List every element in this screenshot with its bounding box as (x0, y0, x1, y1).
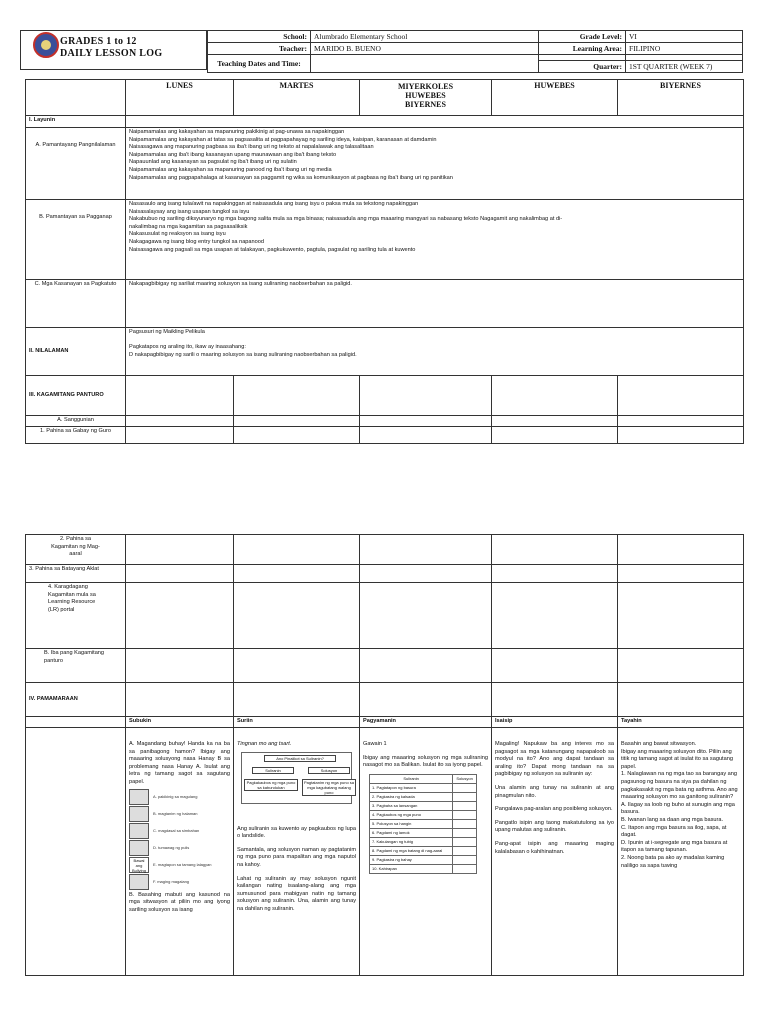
col-isaisip: Isaisip (492, 717, 618, 728)
pagyamanin-content (360, 728, 492, 976)
header-info-table (207, 30, 743, 73)
pic-row (129, 823, 230, 839)
section-karagdagang: 4. Karagdagang Kagamitan mula sa Learning Resource (LR) portal (26, 583, 126, 649)
suriin-p2: Ang suliranin sa kuwento ay pagkaubos ng lupa o landslide. (237, 825, 356, 840)
blank (234, 535, 360, 565)
row-problem: 5. Polusyon sa hangin (370, 819, 453, 828)
blank (492, 565, 618, 583)
picture-icon (129, 789, 149, 805)
text-line: nakalimbag na mga kagamitan sa pagsasaliksik (129, 223, 248, 230)
table-row (370, 801, 477, 810)
blank (126, 535, 234, 565)
day-huwebes: HUWEBES (492, 80, 618, 116)
blank (126, 426, 234, 443)
nilalaman-content (126, 328, 744, 376)
day-martes: MARTES (234, 80, 360, 116)
pic-caption: E. magtapon sa tamang lalagyan (153, 862, 212, 868)
blank (618, 649, 744, 683)
suriin-p4: Lahat ng suliranin ay may solusyon ngunit kailangan nating isaalang-alang ang mga sumusunod para mabigyan natin ng tamang solusyon ang suliranin. Una, alamin ang tunay na dahilan ng suliranin. (237, 875, 356, 912)
blank (618, 535, 744, 565)
blank (360, 426, 492, 443)
isaisip-p1: Magaling! Napukaw ba ang interes mo sa pagsagot sa mga katanungang napapaloob sa modyul na ito? Ano ang dapat tandaan sa araling ito? Dapat mong tandaan na sa pagbibigay ng solusyon sa suliranin ay: (495, 741, 614, 778)
table-row (370, 855, 477, 864)
row-problem: 6. Pagdami ng lamok (370, 828, 453, 837)
blank (492, 376, 618, 416)
text-line: Naisasalaysay ang isang usapan tungkol sa isyu (129, 208, 250, 215)
blank (126, 376, 234, 416)
picture-icon (129, 840, 149, 856)
tayahin-line: C. Itapon ang mga basura sa ilog, sapa, at dagat. (621, 824, 727, 839)
lesson-grid-bottom (25, 534, 744, 976)
pic-caption: C. magdasal sa simbahan (153, 828, 200, 834)
table-row (370, 783, 477, 792)
subukin-part-b: B. Basahing mabuti ang kasunod na mga sitwasyon at piliin mo ang iyong sariling solusyon sa isang (129, 891, 230, 913)
blank (26, 728, 126, 976)
isaisip-p5: Pang-apat isipin ang maaaring maging kalalabasan o kahihinatnan. (495, 840, 614, 855)
section-nilalaman: II. NILALAMAN (26, 328, 126, 376)
blank (26, 717, 126, 728)
blank (234, 649, 360, 683)
title-box (20, 30, 207, 70)
picture-icon (129, 823, 149, 839)
kasanayan-content: Nakapagbibigay ng sariliat maaring solusyon sa isang suliraning naobserbahan sa paligid. (126, 280, 744, 328)
row-solution (453, 792, 477, 801)
section-pamamaraan: IV. PAMAMARAAN (26, 683, 126, 717)
text-line: Nakagagawa ng isang blog entry tungkol sa napanood (129, 238, 264, 245)
blank (360, 583, 492, 649)
row-problem: 4. Pagkaubos ng mga puno (370, 810, 453, 819)
blank (360, 376, 492, 416)
teacher-value: MARIDO B. BUENO (311, 43, 539, 55)
row-solution (453, 864, 477, 873)
blank (618, 426, 744, 443)
text-line: Napauunlad ang kasanayan sa pagsulat ng iba't ibang uri ng sulatin (129, 159, 297, 166)
tayahin-line: 1. Nalaglawan na ng mga tao sa barangay ang pagsunog ng basura na siya pa dahilan ng pagkakasakit ng mga bata ng asthma. Ano ang maaaring solusyon mo sa ganitong suliranin? (621, 771, 738, 801)
chart-top: Ano Pinaiikot sa Suliranin? (264, 755, 336, 762)
isaisip-p4: Pangatlo isipin ang taong makatutulong sa iyo upang malutas ang suliranin. (495, 819, 614, 834)
blank (234, 565, 360, 583)
text-line: Naipamamalas ang pagpapahalaga at kasanayan sa paggamit ng wika sa komunikasyon at pagbasa ng iba't ibang uri ng panitikan (129, 174, 453, 181)
text-line: Pagkatapos ng araling ito, ikaw ay inaasahang: (129, 344, 246, 351)
suriin-content (234, 728, 360, 976)
table-row (370, 810, 477, 819)
tayahin-line: 2. Noong bata pa ako ay madalas kaming naliligo sa sapa tuwing (621, 854, 725, 869)
row-problem: 8. Pagdami ng mga batang di nag-aaral (370, 846, 453, 855)
tayahin-line: Ibigay ang maaaring solusyon dito. Piliin ang titik ng tamang sagot at isulat ito sa sagutang papel. (621, 748, 733, 770)
teacher-label: Teacher: (208, 43, 311, 55)
blank (618, 376, 744, 416)
row-problem: 2. Pagkasira ng kalsada (370, 792, 453, 801)
row-solution (453, 855, 477, 864)
subukin-pictures (129, 789, 230, 890)
pangnilalaman-content (126, 128, 744, 200)
text-line: Naisasagawa ang mapanuring pagbasa sa iba't ibang uri ng teksto at napalalawak ang talasalitaan (129, 144, 374, 151)
section-layunin: I. Layunin (26, 116, 126, 128)
blank (360, 683, 492, 717)
pic-caption: B. magtanim ng halaman (153, 811, 198, 817)
grade-label: Grade Level: (539, 31, 626, 43)
blank (492, 649, 618, 683)
dates-label: Teaching Dates and Time: (208, 55, 311, 73)
section-iba-pang: B. Iba pang Kagamitang panturo (26, 649, 126, 683)
text-line: D nakapagbibigay ng sarili o maaring solusyon sa isang suliraning naobserbahan sa paligid. (129, 351, 357, 358)
pic-row (129, 806, 230, 822)
suriin-chart (241, 752, 355, 804)
isaisip-content (492, 728, 618, 976)
section-pagganap: B. Pamantayan sa Pagganap (26, 200, 126, 280)
section-pahina-kagamitan: 2. Pahina sa Kagamitan ng Mag-aaral (26, 535, 126, 565)
tayahin-line: B. Iwanan lang sa daan ang mga basura. (621, 816, 724, 823)
chart-right: Solusyon (308, 767, 350, 774)
blank (126, 565, 234, 583)
blank (618, 565, 744, 583)
blank (360, 416, 492, 427)
subukin-content (126, 728, 234, 976)
text-line (129, 337, 740, 345)
blank (234, 583, 360, 649)
table-row (370, 819, 477, 828)
row-solution (453, 819, 477, 828)
row-solution (453, 783, 477, 792)
text-line: Nakabubuo ng sariling diksyunaryo ng mga bagong salita mula sa mga binasa; naisasadula ang mga maaaring mangyari sa nabasang teksto Nagagamit ang nakalimbag at di- (129, 216, 563, 223)
quarter-label: Quarter: (539, 61, 626, 73)
subukin-instructions: A. Magandang buhay! Handa ka na ba sa panibagong hamon? Ibigay ang maaaring solusyong nasa Hanay B sa problemang nasa Hanay A. Isulat ang letra ng tamang sagot sa sagutang papel. (129, 741, 230, 785)
table-row (370, 828, 477, 837)
blank (492, 416, 618, 427)
blank (492, 683, 618, 717)
row-problem: 10. Kahirapan (370, 864, 453, 873)
section-kasanayan: C. Mga Kasanayan sa Pagkatuto (26, 280, 126, 328)
pagyamanin-rows (370, 783, 477, 873)
row-solution (453, 828, 477, 837)
day-lunes: LUNES (126, 80, 234, 116)
day-miyerkoles: MIYERKOLES HUWEBES BIYERNES (360, 80, 492, 116)
layunin-blank (126, 116, 744, 128)
pic-row (129, 874, 230, 890)
row-solution (453, 837, 477, 846)
chart-bottom-right: Pagtatanim ng mga puno sa mga kagubatang walang puno (303, 779, 355, 795)
title-dll: DAILY LESSON LOG (60, 48, 163, 59)
blank (618, 683, 744, 717)
row-solution (453, 810, 477, 819)
quarter-value: 1ST QUARTER (WEEK 7) (626, 61, 743, 73)
blank (234, 683, 360, 717)
grade-value: VI (626, 31, 743, 43)
chart-bottom-left: Pagkakaubos ng mga puno sa kabundukan (244, 779, 298, 791)
text-line: Naipamamalas ang iba't ibang kasanayan upang maunawaan ang iba't ibang teksto (129, 151, 337, 158)
isaisip-p3: Pangalawa pag-aralan ang posibleng solusyon. (495, 806, 613, 813)
table-head: Suliranin (370, 774, 453, 783)
corner-cell (26, 80, 126, 116)
row-problem: 9. Pagkasira ng bahay (370, 855, 453, 864)
picture-icon (129, 874, 149, 890)
table-row (370, 864, 477, 873)
pagyamanin-instructions: Ibigay ang maaaring solusyon ng mga suliraning nasagot mo sa Balikan. Isulat ito sa iyong papel. (363, 754, 488, 769)
table-row (370, 837, 477, 846)
blank (234, 416, 360, 427)
col-suriin: Suriin (234, 717, 360, 728)
row-problem: 3. Pagbaha sa lansangan (370, 801, 453, 810)
row-solution (453, 846, 477, 855)
day-biyernes: BIYERNES (618, 80, 744, 116)
blank (618, 583, 744, 649)
blank (126, 683, 234, 717)
col-pagyamanin: Pagyamanin (360, 717, 492, 728)
tayahin-line: A. Ilagay sa loob ng buho at sunugin ang mga basura. (621, 801, 735, 816)
col-subukin: Subukin (126, 717, 234, 728)
section-pahina-gabay: 1. Pahina sa Gabay ng Guro (26, 426, 126, 443)
text-line: Naipamamalas ang kakayahan sa mapanuring panood ng iba't ibang uri ng media (129, 166, 332, 173)
blank (618, 416, 744, 427)
table-head: Solusyon (453, 774, 477, 783)
table-row (370, 792, 477, 801)
section-pahina-batayang: 3. Pahina sa Batayang Aklat (26, 565, 126, 583)
school-label: School: (208, 31, 311, 43)
area-label: Learning Area: (539, 43, 626, 55)
text-line: Naipamamalas ang kakayahan sa mapanuring pakikinig at pag-unawa sa napakinggan (129, 129, 345, 135)
pagyamanin-table (369, 774, 477, 874)
blank (234, 376, 360, 416)
blank (360, 649, 492, 683)
pagyamanin-gawain: Gawain 1 (363, 741, 387, 747)
row-problem: 7. Kakulangan ng tubig (370, 837, 453, 846)
pic-caption: F. maging magalang (153, 879, 190, 885)
pic-row (129, 857, 230, 873)
section-pangnilalaman: A. Pamantayang Pangnilalaman (26, 128, 126, 200)
blank (234, 426, 360, 443)
blank (492, 583, 618, 649)
suriin-intro: Tingnan mo ang tsart. (237, 741, 292, 747)
tayahin-line: D. Ipunin at i-segregate ang mga basura at itapon sa tamang tapunan. (621, 839, 728, 854)
picture-icon (129, 806, 149, 822)
bully-sign: Bawal ang Bullying (129, 857, 149, 873)
row-solution (453, 801, 477, 810)
isaisip-p2: Una alamin ang tunay na suliranin at ang pinagmulan nito. (495, 784, 614, 799)
blank (492, 535, 618, 565)
blank (360, 565, 492, 583)
pagganap-content (126, 200, 744, 280)
blank (360, 535, 492, 565)
text-line: Nasasaulo ang isang tula/awit na napakinggan at naisasadula ang isang isyu o paksa mula sa tekstong napakinggan (129, 201, 419, 207)
blank (492, 426, 618, 443)
table-row (370, 846, 477, 855)
pic-caption: D. tumawag ng pulis (153, 845, 190, 851)
blank (126, 649, 234, 683)
pic-row (129, 789, 230, 805)
tayahin-content (618, 728, 744, 976)
text-line: Naisasagawa ang pagsali sa mga usapan at talakayan, pagkukuwento, pagtula, pagsulat ng sariling tula at kuwento (129, 246, 416, 253)
text-line: Pagsusuri ng Maikling Pelikula (129, 329, 205, 335)
blank (126, 416, 234, 427)
blank (126, 583, 234, 649)
area-value: FILIPINO (626, 43, 743, 55)
title-grades: GRADES 1 to 12 (60, 36, 137, 47)
pic-row (129, 840, 230, 856)
dates-value (311, 55, 539, 73)
row-problem: 1. Pagtatapon ng basura (370, 783, 453, 792)
text-line: Nakasusulat ng reaksyon sa isang isyu (129, 231, 226, 238)
chart-left: Suliranin (252, 767, 294, 774)
school-value: Alumbrado Elementary School (311, 31, 539, 43)
lesson-grid-top (25, 79, 744, 444)
suriin-p3: Samantala, ang solusyon naman ay pagtatanim ng mga puno para mapalitan ang mga naputol na kahoy. (237, 846, 356, 868)
section-sanggunian: A. Sanggunian (26, 416, 126, 427)
section-kagamitang: III. KAGAMITANG PANTURO (26, 376, 126, 416)
pic-caption: A. pakikinig sa magulang (153, 794, 198, 800)
text-line: Naipamamalas ang kakayahan at tatas sa pagsasalita at pagpapahayag ng sariling ideya, kaisipan, karanasan at damdamin (129, 136, 437, 143)
tayahin-line: Basahin ang bawat sitwasyon. (621, 741, 697, 747)
col-tayahin: Tayahin (618, 717, 744, 728)
